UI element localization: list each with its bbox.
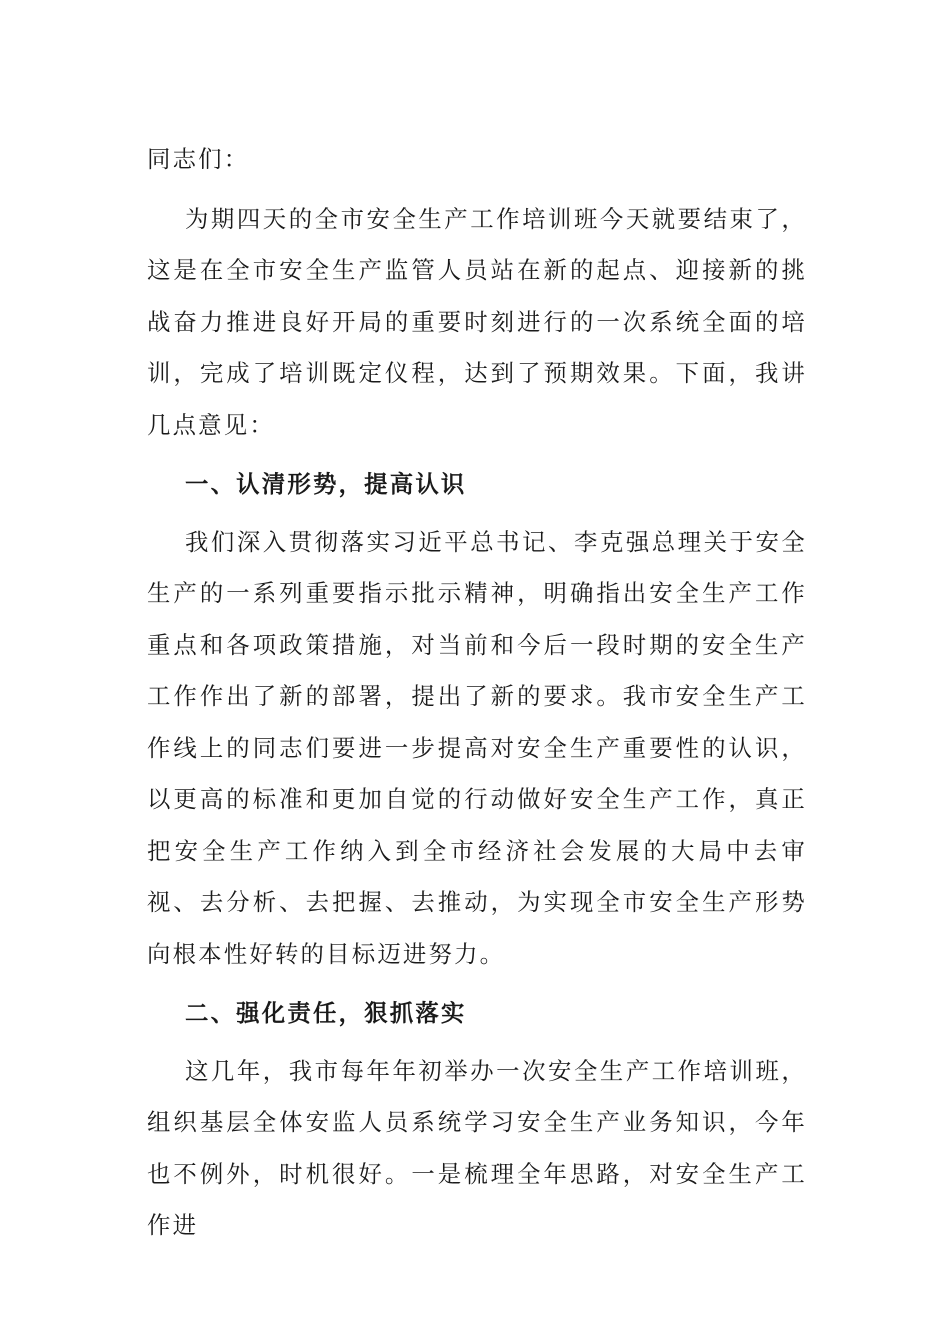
intro-paragraph: 为期四天的全市安全生产工作培训班今天就要结束了，这是在全市安全生产监管人员站在新的起点、迎接新的挑战奋力推进良好开局的重要时刻进行的一次系统全面的培训，完成了培训既定仪程，达到了预期效果。下面，我讲几点意见： (147, 204, 807, 439)
section-2-paragraph: 这几年，我市每年年初举办一次安全生产工作培训班，组织基层全体安监人员系统学习安全生产业务知识，今年也不例外，时机很好。一是梳理全年思路，对安全生产工作进 (147, 1056, 807, 1239)
document-body (147, 134, 807, 1252)
salutation: 同志们： (147, 145, 250, 173)
section-heading-2: 二、强化责任，狠抓落实 (185, 999, 467, 1027)
section-1-paragraph: 我们深入贯彻落实习近平总书记、李克强总理关于安全生产的一系列重要指示批示精神，明确指出安全生产工作重点和各项政策措施，对当前和今后一段时期的安全生产工作作出了新的部署，提出了新的要求。我市安全生产工作线上的同志们要进一步提高对安全生产重要性的认识，以更高的标准和更加自觉的行动做好安全生产工作，真正把安全生产工作纳入到全市经济社会发展的大局中去审视、去分析、去把握、去推动，为实现全市安全生产形势向根本性好转的目标迈进努力。 (147, 527, 807, 968)
section-heading-1: 一、认清形势，提高认识 (185, 470, 467, 498)
